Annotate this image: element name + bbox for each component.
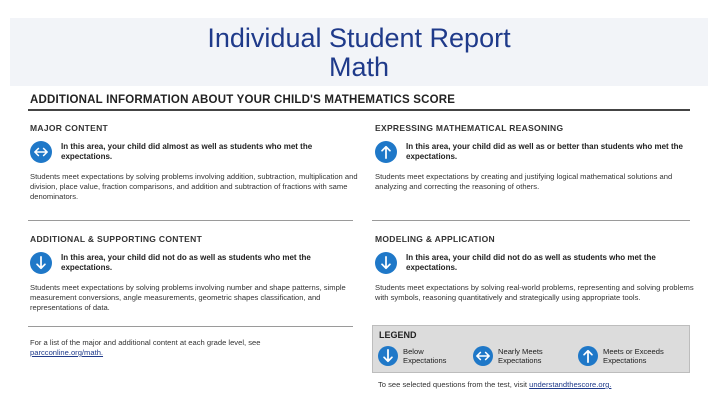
section-major-content	[30, 123, 360, 202]
down-arrow-icon	[378, 346, 398, 366]
legend-label: Nearly Meets Expectations	[498, 347, 543, 365]
parcc-math-link[interactable]: parcconline.org/math.	[30, 348, 104, 357]
legend-item-below	[378, 346, 446, 366]
section-modeling	[375, 234, 705, 303]
left-right-arrow-icon	[30, 141, 52, 163]
up-arrow-icon	[578, 346, 598, 366]
divider	[372, 220, 690, 221]
title-band	[10, 18, 708, 86]
down-arrow-icon	[375, 252, 397, 274]
section-heading: MAJOR CONTENT	[30, 123, 109, 133]
status-text: In this area, your child did not do as well as students who met the expectations.	[61, 253, 311, 272]
report-title: Individual Student Report	[207, 23, 511, 53]
legend-title: LEGEND	[379, 330, 417, 340]
status-row	[375, 141, 705, 163]
legend-label: Below Expectations	[403, 347, 447, 365]
legend-item-meets-exceeds	[578, 346, 664, 366]
legend-item-nearly-meets	[473, 346, 543, 366]
legend-label: Meets or Exceeds Expectations	[603, 347, 664, 365]
status-row	[30, 141, 360, 163]
report-subject: Math	[328, 52, 390, 82]
divider	[28, 326, 353, 327]
up-arrow-icon	[375, 141, 397, 163]
footnote-text: For a list of the major and additional content at each grade level, see	[30, 338, 261, 347]
section-description: Students meet expectations by solving problems involving number and shape patterns, simple measurement conversions, angle measurements, geometric shapes classification, and representations of data.	[30, 283, 346, 312]
understand-score-link[interactable]: understandthescore.org.	[529, 380, 612, 389]
section-description: Students meet expectations by solving problems involving addition, subtraction, multiplication and division, place value, fraction comparisons, and addition and subtraction of fractions with same denominators.	[30, 172, 358, 201]
footnote	[30, 338, 330, 358]
divider	[28, 220, 353, 221]
status-text: In this area, your child did as well as or better than students who met the expectations.	[406, 142, 683, 161]
section-heading: EXPRESSING MATHEMATICAL REASONING	[375, 123, 564, 133]
down-arrow-icon	[30, 252, 52, 274]
bottom-note	[378, 380, 611, 389]
bottom-note-text: To see selected questions from the test, visit	[378, 380, 530, 389]
section-heading: ADDITIONAL & SUPPORTING CONTENT	[30, 234, 203, 244]
status-row	[30, 252, 360, 274]
heading-rule	[28, 109, 690, 111]
legend	[372, 325, 690, 373]
status-text: In this area, your child did not do as well as students who met the expectations.	[406, 253, 656, 272]
section-additional-content	[30, 234, 360, 313]
section-description: Students meet expectations by creating and justifying logical mathematical solutions and analyzing and correcting the reasoning of others.	[375, 172, 673, 191]
status-text: In this area, your child did almost as well as students who met the expectations.	[61, 142, 313, 161]
section-description: Students meet expectations by solving real-world problems, representing and solving problems with symbols, reasoning quantitatively and strategically using appropriate tools.	[375, 283, 694, 302]
section-expressing-reasoning	[375, 123, 705, 192]
section-heading: MODELING & APPLICATION	[375, 234, 495, 244]
left-right-arrow-icon	[473, 346, 493, 366]
status-row	[375, 252, 705, 274]
main-heading: ADDITIONAL INFORMATION ABOUT YOUR CHILD'S MATHEMATICS SCORE	[30, 94, 456, 106]
